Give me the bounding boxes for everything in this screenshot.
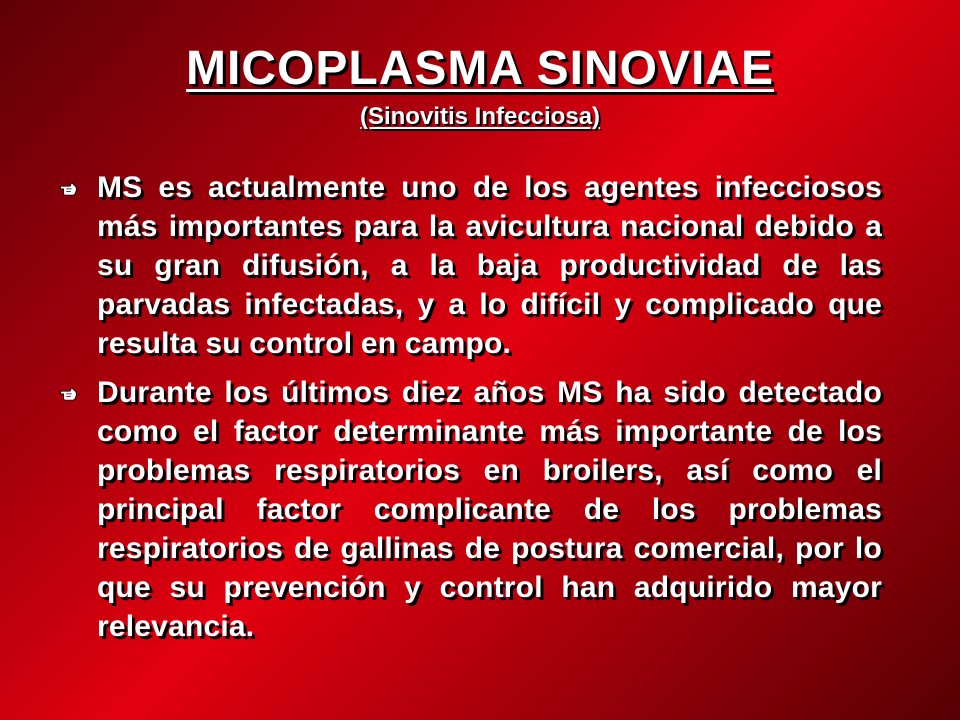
slide-subtitle: (Sinovitis Infecciosa) <box>359 103 601 130</box>
pointing-hand-icon <box>60 384 78 402</box>
bullet-list <box>60 168 882 656</box>
bullet-item <box>60 168 882 363</box>
slide-title: MICOPLASMA SINOVIAE <box>186 42 774 95</box>
bullet-text: Durante los últimos diez años MS ha sido detectado como el factor determinante más importante de los problemas respiratorios en broilers, así como el principal factor complicante de los problemas respiratorios de gallinas de postura comercial, por lo que su prevención y control han adquirido mayor relevancia. <box>97 376 882 643</box>
bullet-item <box>60 373 882 646</box>
bullet-text: MS es actualmente uno de los agentes infecciosos más importantes para la avicultura nacional debido a su gran difusión, a la baja productividad de las parvadas infectadas, y a lo difícil y complicado que resulta su control en campo. <box>97 171 882 360</box>
pointing-hand-icon <box>60 179 78 197</box>
